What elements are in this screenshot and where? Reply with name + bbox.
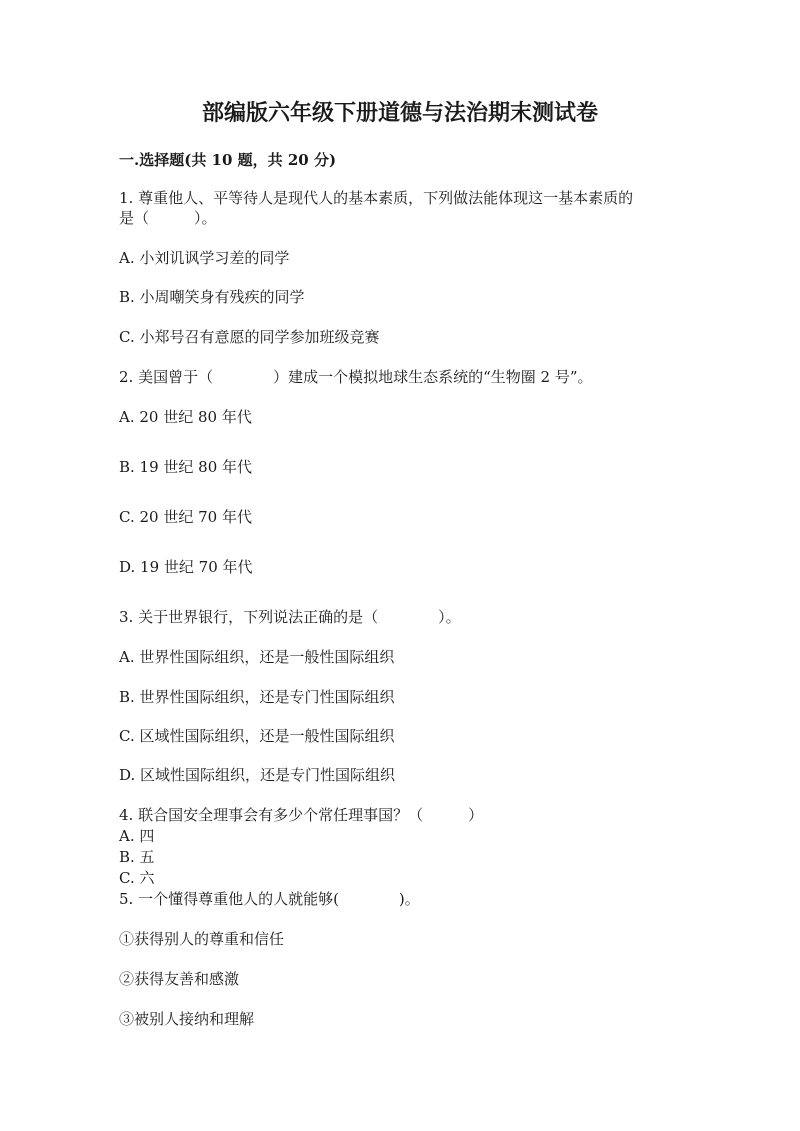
question-stem: 5. 一个懂得尊重他人的人就能够( )。 [119,890,420,908]
option-a: A. 小刘讥讽学习差的同学 [119,249,290,267]
statement-2: ②获得友善和感激 [119,970,240,988]
option-c: C. 小郑号召有意愿的同学参加班级竞赛 [119,328,380,346]
option-a: A. 四 [119,827,155,845]
question-stem-continued: 是（ ）。 [119,209,217,227]
option-d: D. 19 世纪 70 年代 [119,558,253,576]
option-a: A. 20 世纪 80 年代 [119,408,252,426]
question-stem: 2. 美国曾于（ ）建成一个模拟地球生态系统的“生物圈 2 号”。 [119,368,593,386]
option-c: C. 区域性国际组织，还是一般性国际组织 [119,727,395,745]
section-heading: 一.选择题(共 10 题，共 20 分) [119,151,337,169]
question-stem: 3. 关于世界银行，下列说法正确的是（ ）。 [119,608,461,626]
option-b: B. 世界性国际组织，还是专门性国际组织 [119,688,395,706]
option-a: A. 世界性国际组织，还是一般性国际组织 [119,648,395,666]
question-stem: 4. 联合国安全理事会有多少个常任理事国？（ ） [119,806,484,824]
option-b: B. 19 世纪 80 年代 [119,458,253,476]
option-c: C. 六 [119,869,155,887]
option-b: B. 小周嘲笑身有残疾的同学 [119,288,305,306]
statement-1: ①获得别人的尊重和信任 [119,930,285,948]
page-title: 部编版六年级下册道德与法治期末测试卷 [201,100,598,126]
statement-3: ③被别人接纳和理解 [119,1010,255,1028]
question-stem: 1. 尊重他人、平等待人是现代人的基本素质，下列做法能体现这一基本素质的 [119,189,634,207]
option-b: B. 五 [119,848,155,866]
option-d: D. 区域性国际组织，还是专门性国际组织 [119,766,396,784]
option-c: C. 20 世纪 70 年代 [119,508,252,526]
